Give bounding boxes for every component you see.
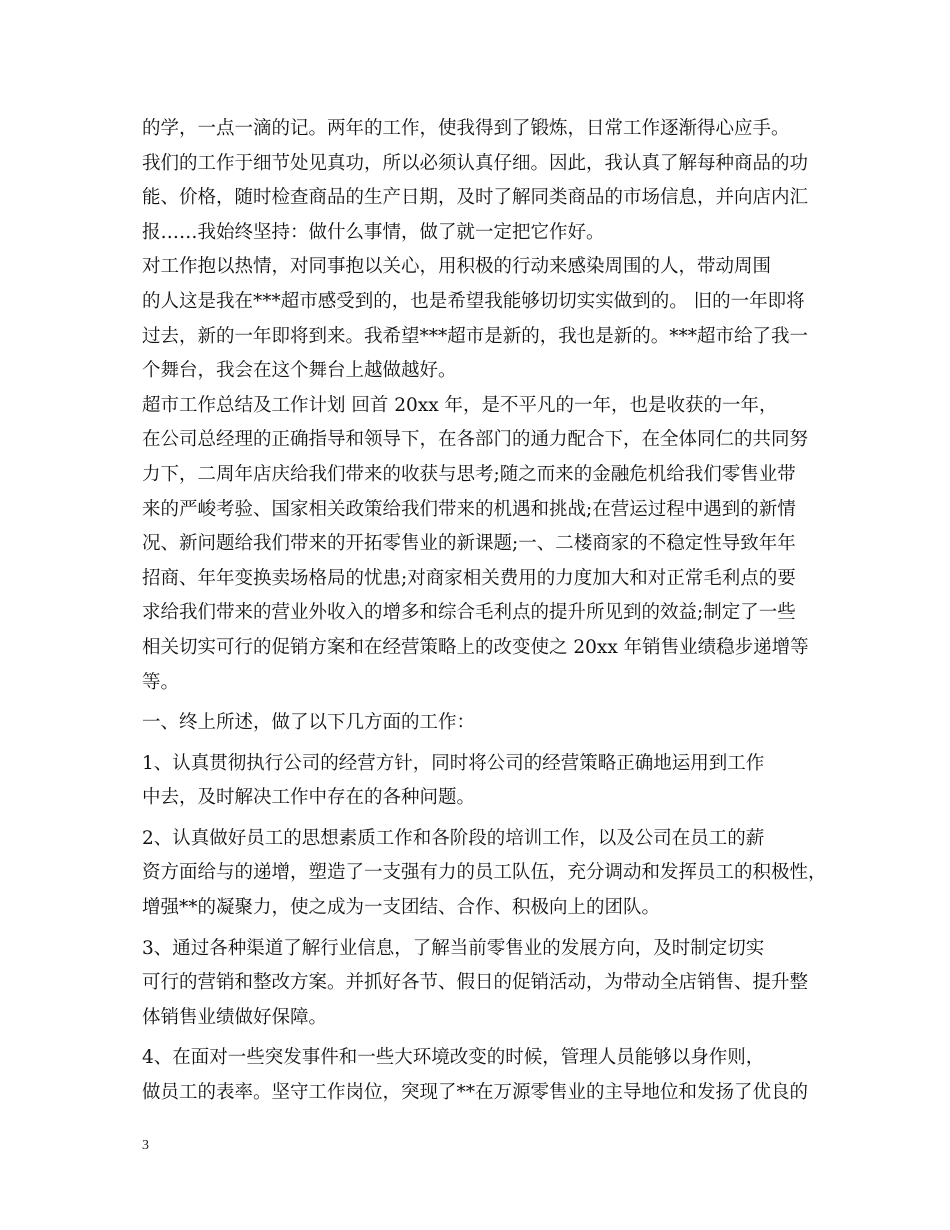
text-line: 报……我始终坚持：做什么事情，做了就一定把它作好。 (142, 221, 605, 243)
text-line: 的学，一点一滴的记。两年的工作，使我得到了锻炼，日常工作逐渐得心应手。 (142, 118, 790, 139)
text-line: 一、终上所述，做了以下几方面的工作： (142, 712, 476, 734)
paragraph-p1 (142, 112, 822, 250)
paragraph-p4 (142, 706, 822, 741)
text-line: 等。 (142, 671, 180, 693)
text-line: 中去，及时解决工作中存在的各种问题。 (142, 787, 476, 809)
document-body (142, 112, 827, 1111)
text-line: 4、在面对一些突发事件和一些大环境改变的时候，管理人员能够以身作则， (142, 1047, 765, 1069)
paragraph-p8 (142, 1041, 822, 1110)
paragraph-p5 (142, 747, 822, 816)
text-line: 相关切实可行的促销方案和在经营策略上的改变使之 20xx 年销售业绩稳步递增等 (142, 636, 809, 658)
text-line: 况、新问题给我们带来的开拓零售业的新课题;一、二楼商家的不稳定性导致年年 (142, 533, 796, 555)
text-line: 过去，新的一年即将到来。我希望***超市是新的，我也是新的。***超市给了我一 (142, 325, 809, 347)
text-line: 可行的营销和整改方案。并抓好各节、假日的促销活动，为带动全店销售、提升整 (142, 972, 809, 994)
text-line: 2、认真做好员工的思想素质工作和各阶段的培训工作，以及公司在员工的薪 (142, 827, 765, 849)
text-line: 做员工的表率。坚守工作岗位，突现了**在万源零售业的主导地位和发扬了优良的 (142, 1082, 809, 1104)
text-line: 1、认真贯彻执行公司的经营方针，同时将公司的经营策略正确地运用到工作 (142, 752, 765, 774)
paragraph-p7 (142, 932, 822, 1036)
text-line: 个舞台，我会在这个舞台上越做越好。 (142, 360, 457, 382)
text-line: 在公司总经理的正确指导和领导下，在各部门的通力配合下，在全体同仁的共同努 (142, 429, 809, 451)
text-line: 我们的工作于细节处见真功，所以必须认真仔细。因此，我认真了解每种商品的功 (142, 152, 809, 174)
text-line: 体销售业绩做好保障。 (142, 1006, 328, 1028)
text-line: 增强**的凝聚力，使之成为一支团结、合作、积极向上的团队。 (142, 897, 661, 919)
text-line: 来的严峻考验、国家相关政策给我们带来的机遇和挑战;在营运过程中遇到的新情 (142, 498, 796, 520)
paragraph-p3 (142, 389, 822, 700)
text-line: 求给我们带来的营业外收入的增多和综合毛利点的提升所见到的效益;制定了一些 (142, 602, 796, 624)
text-line: 对工作抱以热情，对同事抱以关心，用积极的行动来感染周围的人，带动周围 (142, 256, 772, 278)
paragraph-p2 (142, 250, 822, 388)
text-line: 超市工作总结及工作计划 回首 20xx 年，是不平凡的一年，也是收获的一年， (142, 394, 778, 416)
page-number: 3 (142, 1138, 149, 1153)
text-line: 能、价格，随时检查商品的生产日期，及时了解同类商品的市场信息，并向店内汇 (142, 187, 809, 209)
text-line: 招商、年年变换卖场格局的忧患;对商家相关费用的力度加大和对正常毛利点的要 (142, 567, 796, 589)
text-line: 3、通过各种渠道了解行业信息，了解当前零售业的发展方向，及时制定切实 (142, 937, 765, 959)
text-line: 力下，二周年店庆给我们带来的收获与思考;随之而来的金融危机给我们零售业带 (142, 463, 796, 485)
text-line: 的人这是我在***超市感受到的，也是希望我能够切切实实做到的。 旧的一年即将 (142, 290, 805, 312)
text-line: 资方面给与的递增，塑造了一支强有力的员工队伍，充分调动和发挥员工的积极性， (142, 862, 827, 884)
paragraph-p6 (142, 822, 827, 926)
